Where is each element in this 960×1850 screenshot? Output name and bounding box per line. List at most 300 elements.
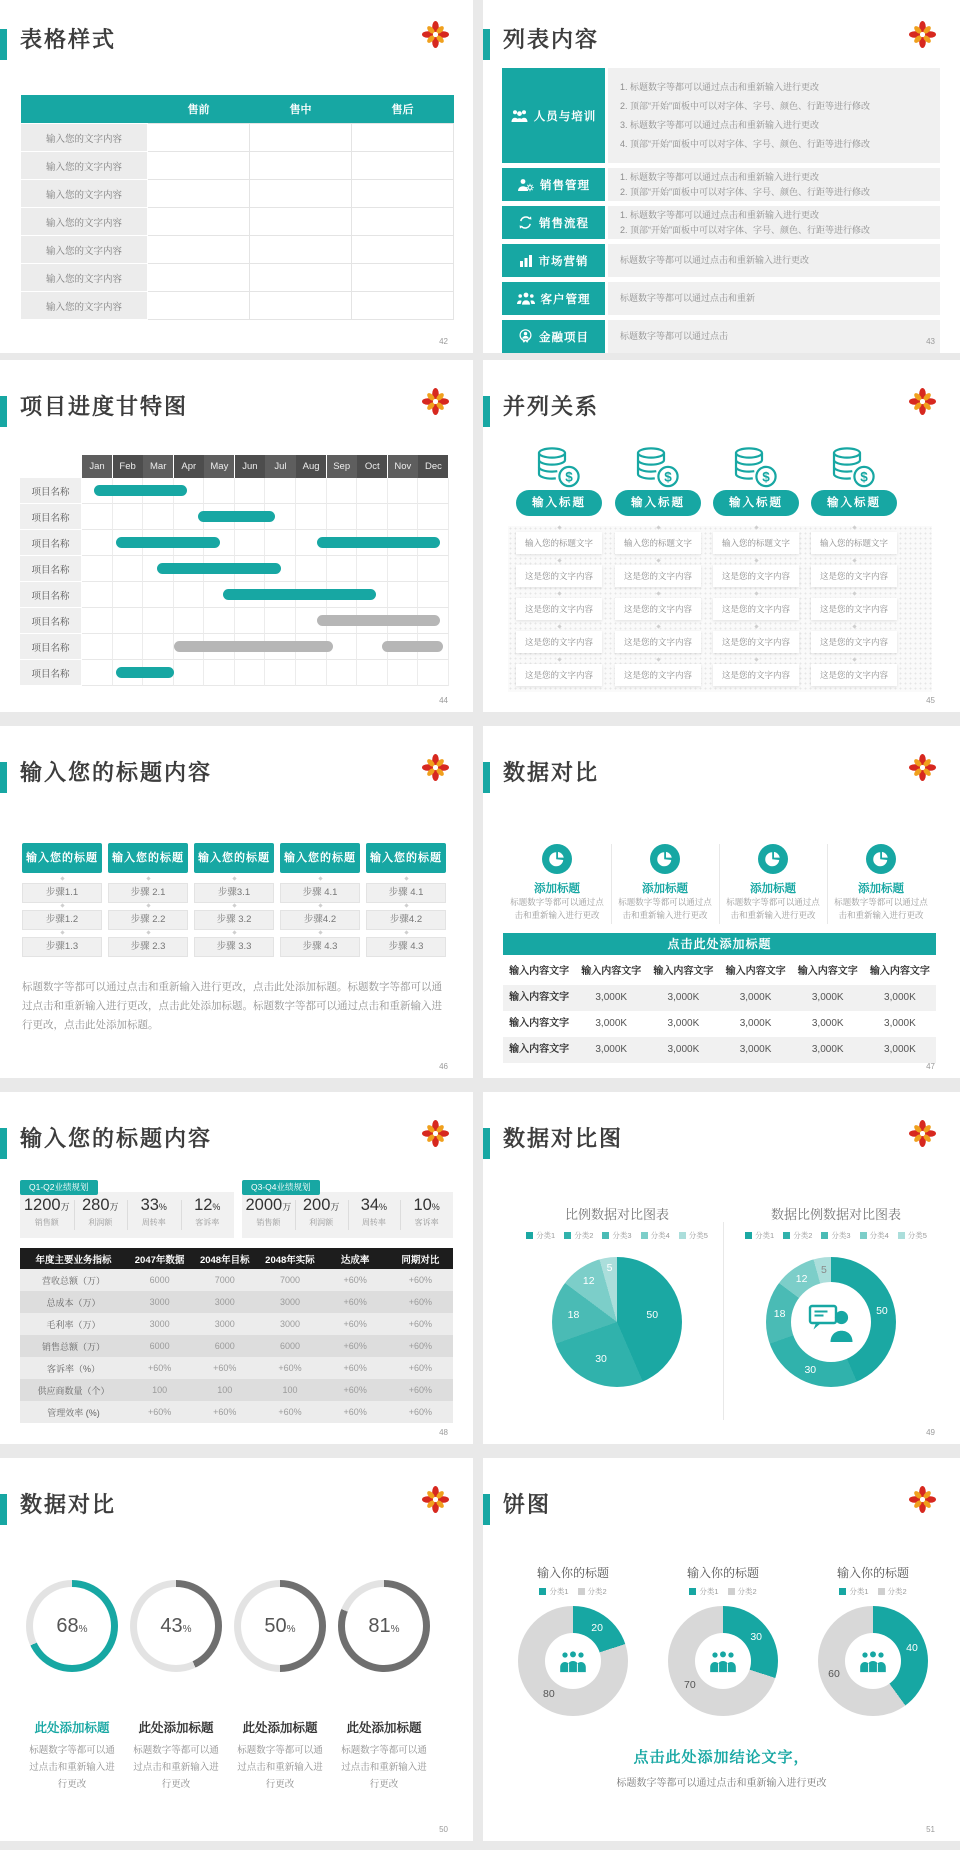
legend-label: 分类2 [793,1231,813,1240]
donut-item-title: 此处添加标题 [138,1721,214,1735]
row-label-cell: 输入您的文字内容 [21,152,148,180]
legend-item [839,1586,868,1597]
gantt-grid-cell [82,582,113,608]
pie-chart [552,1257,682,1387]
progress-ring [130,1580,222,1672]
feature-icon-circle [542,844,572,874]
chart-legend [503,1586,643,1597]
legend-item [539,1586,568,1597]
feature-title: 添加标题 [858,883,904,895]
pie-chart-icon [765,851,781,867]
svg-text:$: $ [565,469,573,485]
step-box: 步骤3.1 [194,883,274,903]
kpi-table-header: 同期对比 [388,1248,453,1269]
stat-divider [295,1200,296,1230]
legend-item [860,1230,889,1241]
compare-table-cell: 3,000K [667,992,700,1003]
page-number: 48 [439,1428,448,1437]
column-divider [827,844,828,924]
connector-dot [232,903,236,907]
compare-table-header: 输入内容文字 [869,966,930,977]
legend-item [526,1230,555,1241]
legend-label: 分类1 [755,1231,775,1240]
kpi-stat-value [181,1196,235,1215]
conclusion-text: 点击此处添加结论文字， [633,1749,810,1766]
kpi-table-cell: 3000 [257,1291,322,1313]
list-item-label [502,168,605,201]
ring-percent [26,1580,118,1672]
pie-chart-icon [873,851,889,867]
svg-text:$: $ [664,469,672,485]
legend-swatch [821,1232,828,1239]
compare-table-cell: 3,000K [739,1044,772,1055]
people-group-icon [859,1650,888,1672]
legend-swatch [878,1588,885,1595]
mini-chart-title: 输入你的标题 [686,1566,759,1580]
stat-unit: % [212,1202,221,1212]
mini-donut-hole [695,1633,751,1689]
list-item-line: 1. 标题数字等都可以通过点击和重新输入进行更改 [620,81,820,92]
donut-item-desc: 标题数字等都可以通过点击和重新输入进行更改 [133,1745,219,1790]
kpi-table-cell: 6000 [127,1335,192,1357]
title-accent-bar [0,1128,7,1159]
conclusion-note: 标题数字等都可以通过点击和重新输入进行更改 [616,1778,827,1789]
stat-label: 客诉率 [195,1218,220,1227]
gantt-grid-cell [265,530,296,556]
table-header-cell: 售中 [250,95,352,124]
slice-value-label: 30 [595,1352,607,1365]
list-item-line: 1. 标题数字等都可以通过点击和重新输入进行更改 [620,209,820,220]
gantt-grid-cell [143,608,174,634]
gantt-grid-cell [174,582,205,608]
kpi-table-cell: +60% [127,1401,192,1423]
page-number: 43 [926,337,935,346]
slice-value-label: 40 [906,1642,918,1655]
compare-table-cell: 3,000K [811,1018,844,1029]
step-column-header: 输入您的标题 [366,843,446,873]
coins-icon [830,446,878,488]
compare-table-cell: 3,000K [884,992,916,1003]
slide-title: 列表内容 [503,27,600,52]
list-item-title: 人员与培训 [533,110,597,123]
stat-value: 1200 [23,1196,61,1214]
kpi-table-cell: +60% [388,1291,453,1313]
table-header-cell: 售前 [148,95,250,124]
list-item-label [502,244,605,277]
title-accent-bar [0,1494,7,1525]
stat-label: 销售额 [34,1218,59,1227]
kpi-table-cell: 3000 [127,1313,192,1335]
marketing-icon [519,254,533,267]
gantt-row-label: 项目名称 [20,582,81,608]
empty-cell [352,264,454,292]
gantt-row-label: 项目名称 [20,634,81,660]
list-item-text-panel [608,206,940,239]
compare-table-header: 输入内容文字 [725,966,786,977]
slice-value-label: 5 [820,1264,827,1277]
empty-cell [352,208,454,236]
legend-label: 分类2 [587,1587,607,1596]
title-accent-bar [0,29,7,60]
list-item-title: 客户管理 [540,293,591,306]
gantt-grid-cell [388,504,419,530]
page-number: 47 [926,1062,935,1071]
flower-logo-icon [422,1485,449,1514]
mini-donut-hole [845,1633,901,1689]
mini-chart-title: 输入你的标题 [536,1566,609,1580]
column-title-button: 输入标题 [713,490,799,516]
stat-label: 销售额 [256,1218,281,1227]
kpi-tag: Q3-Q4业绩规划 [242,1180,320,1195]
connector-dot [318,930,322,934]
step-box: 步骤1.1 [22,883,102,903]
gantt-grid-cell [388,582,419,608]
kpi-table-cell: +60% [388,1401,453,1423]
legend-label: 分类2 [574,1231,594,1240]
text-box: 这是您的文字内容 [516,565,602,587]
slide-title: 并列关系 [503,394,600,419]
list-item-label [502,206,605,239]
percent-unit: % [286,1623,296,1635]
gantt-month-cell: May [204,455,234,478]
legend-swatch [526,1232,533,1239]
gantt-grid-cell [296,660,327,686]
step-box: 步骤4.2 [280,910,360,930]
empty-cell [250,208,352,236]
kpi-table-cell: +60% [323,1335,388,1357]
stat-value: 34 [360,1196,380,1214]
empty-cell [250,292,352,320]
gantt-grid-cell [82,504,113,530]
title-accent-bar [483,29,490,60]
progress-ring [234,1580,326,1672]
empty-cell [148,292,250,320]
kpi-table-cell: 总成本（万） [20,1291,127,1313]
people-training-icon [511,109,528,123]
flower-logo-icon [422,387,449,416]
kpi-table-cell: +60% [323,1379,388,1401]
gantt-month-cell: Oct [357,455,387,478]
gantt-grid-cell [82,608,113,634]
row-label-cell: 输入您的文字内容 [21,236,148,264]
compare-table-cell: 输入内容文字 [509,992,570,1003]
legend-swatch [602,1232,609,1239]
gantt-grid-cell [296,504,327,530]
kpi-table-cell: 7000 [192,1269,257,1291]
stat-unit: % [379,1202,388,1212]
list-item-line: 标题数字等都可以通过点击 [620,331,729,341]
svg-text:$: $ [762,469,770,485]
table-header-cell: 售后 [352,95,454,124]
empty-cell [148,180,250,208]
compare-table-cell: 3,000K [595,1018,628,1029]
gantt-bar [94,485,187,496]
flower-logo-icon [909,1119,936,1148]
gantt-grid-cell [113,556,144,582]
gantt-grid-cell [204,478,235,504]
kpi-stat-value [127,1196,181,1215]
compare-table-cell: 3,000K [667,1044,700,1055]
legend-swatch [679,1232,686,1239]
kpi-stat [181,1196,235,1228]
gantt-row-label: 项目名称 [20,660,81,686]
gantt-month-cell: Sep [327,455,357,478]
compare-table-cell: 3,000K [811,992,844,1003]
gantt-grid-cell [388,478,419,504]
gantt-grid-cell [82,634,113,660]
gantt-grid-cell [82,530,113,556]
list-item-line: 2. 顶部“开始”面板中可以对字体、字号、颜色、行距等进行修改 [620,186,871,197]
kpi-table-cell: 营收总额（万） [20,1269,127,1291]
gantt-grid-cell [235,478,266,504]
compare-table-cell: 3,000K [667,1018,700,1029]
connector-dot [232,930,236,934]
text-box: 这是您的文字内容 [811,598,897,620]
legend-label: 分类3 [831,1231,851,1240]
kpi-table-cell: +60% [192,1401,257,1423]
gantt-grid-cell [357,504,388,530]
gantt-grid-cell [418,660,449,686]
stat-unit: 万 [282,1202,292,1212]
gantt-bar [174,641,333,652]
list-item-line: 2. 顶部“开始”面板中可以对字体、字号、颜色、行距等进行修改 [620,100,871,111]
stat-divider [400,1200,401,1230]
chart-legend [803,1586,943,1597]
step-box: 步骤 2.1 [108,883,188,903]
gantt-row-label: 项目名称 [20,530,81,556]
slice-value-label: 18 [567,1309,580,1322]
gantt-grid-cell [388,556,419,582]
stat-label: 利润额 [309,1218,334,1227]
connector-dot [404,930,408,934]
slide-title: 数据对比图 [503,1126,624,1151]
text-box: 这是您的文字内容 [516,598,602,620]
column-title-button: 输入标题 [516,490,602,516]
title-accent-bar [0,396,7,427]
slide-title: 输入您的标题内容 [20,1126,213,1151]
title-accent-bar [483,1494,490,1525]
legend-swatch [898,1232,905,1239]
slice-value-label: 12 [582,1274,595,1287]
gantt-grid-cell [265,660,296,686]
list-item-title: 市场营销 [538,255,589,268]
chart-divider [723,1222,724,1420]
stat-value: 33 [140,1196,159,1214]
feature-title: 添加标题 [534,883,580,895]
ring-percent [130,1580,222,1672]
slide-donuts [0,1458,473,1841]
gantt-grid-cell [113,504,144,530]
step-box: 步骤1.2 [22,910,102,930]
legend-label: 分类2 [887,1587,907,1596]
mini-chart-title: 输入你的标题 [836,1566,909,1580]
gantt-month-cell: Dec [418,455,448,478]
kpi-table-cell: +60% [388,1269,453,1291]
kpi-stat [400,1196,453,1228]
stat-label: 周转率 [361,1218,386,1227]
legend-item [745,1230,774,1241]
slice-value-label: 30 [750,1630,762,1643]
chart-title: 数据比例数据对比图表 [770,1207,901,1222]
compare-table-header: 输入内容文字 [653,966,714,977]
legend-swatch [860,1232,867,1239]
donut-item-desc: 标题数字等都可以通过点击和重新输入进行更改 [237,1745,323,1790]
legend-item [679,1230,708,1241]
kpi-table-cell: +60% [323,1401,388,1423]
step-box: 步骤 4.3 [280,937,360,957]
kpi-stat [242,1196,295,1228]
kpi-table-cell: 100 [127,1379,192,1401]
legend-label: 分类4 [869,1231,889,1240]
legend-label: 分类1 [536,1231,556,1240]
ring-percent [234,1580,326,1672]
column-icon-wrap [516,446,602,488]
page-number: 45 [926,696,935,705]
pie-chart-icon [657,851,673,867]
column-icon-wrap [811,446,897,488]
gantt-grid-cell [204,660,235,686]
step-box: 步骤 4.3 [366,937,446,957]
step-box: 步骤 3.2 [194,910,274,930]
kpi-table-cell: +60% [323,1291,388,1313]
step-box: 步骤 4.1 [366,883,446,903]
text-box: 这是您的文字内容 [713,565,799,587]
feature-icon-circle [866,844,896,874]
gantt-month-cell: Apr [174,455,204,478]
gantt-bar [198,511,274,522]
legend-label: 分类1 [699,1587,719,1596]
slide-data-compare [483,726,960,1078]
chart-title: 比例数据对比图表 [564,1207,669,1222]
gantt-grid-cell [357,660,388,686]
slice-value-label: 50 [876,1305,888,1318]
gantt-row-label: 项目名称 [20,608,81,634]
stat-value: 12 [194,1196,213,1214]
list-item-label [502,68,605,163]
compare-table-cell: 输入内容文字 [509,1044,570,1055]
kpi-stat-value [242,1196,295,1215]
kpi-stat [20,1196,74,1228]
gantt-month-cell: Jun [235,455,265,478]
kpi-table-cell: 客诉率（%） [20,1357,127,1379]
gantt-grid-cell [143,582,174,608]
gantt-grid-cell [357,478,388,504]
connector-dot [318,903,322,907]
page-number: 42 [439,337,448,346]
progress-ring [26,1580,118,1672]
coins-icon [634,446,682,488]
kpi-table-header: 2047年数据 [127,1248,192,1269]
legend-swatch [728,1588,735,1595]
slice-value-label: 5 [606,1261,613,1274]
column-title-button: 输入标题 [615,490,701,516]
gantt-grid-cell [143,504,174,530]
ring-percent [338,1580,430,1672]
empty-cell [352,152,454,180]
slide-charts [483,1092,960,1444]
page-number: 50 [439,1825,448,1834]
legend-item [878,1586,907,1597]
gantt-grid-cell [418,478,449,504]
row-label-cell: 输入您的文字内容 [21,180,148,208]
stat-value: 2000 [245,1196,283,1214]
kpi-table-cell: +60% [388,1313,453,1335]
percent-value: 81 [368,1614,391,1637]
step-box: 步骤 3.3 [194,937,274,957]
kpi-table-cell: 100 [192,1379,257,1401]
stat-unit: % [431,1202,440,1212]
title-accent-bar [483,396,490,427]
stat-unit: 万 [330,1202,340,1212]
stat-divider [127,1200,128,1230]
feature-title: 添加标题 [750,883,796,895]
list-item-title: 销售管理 [540,179,590,192]
slide-kpi [0,1092,473,1444]
gantt-grid-cell [235,608,266,634]
gantt-bar [116,667,174,678]
person-message-icon [808,1302,854,1342]
gantt-month-cell: Feb [113,455,143,478]
legend-swatch [539,1588,546,1595]
compare-table-cell: 3,000K [884,1044,916,1055]
empty-cell [148,152,250,180]
slide-title: 数据对比 [503,760,600,785]
compare-table-cell: 3,000K [595,1044,628,1055]
gantt-grid-cell [113,582,144,608]
legend-item [641,1230,670,1241]
column-divider [719,844,720,924]
legend-swatch [564,1232,571,1239]
stat-value: 200 [302,1196,331,1214]
kpi-table-cell: +60% [323,1313,388,1335]
connector-dot [60,876,64,880]
list-item-text-panel [608,244,940,277]
donut-hole [791,1282,871,1362]
legend-swatch [578,1588,585,1595]
feature-desc: 标题数字等都可以通过点击和重新输入进行更改 [834,897,928,920]
feature-icon-circle [650,844,680,874]
kpi-stat-value [400,1196,453,1215]
kpi-table-cell: +60% [257,1357,322,1379]
slice-value-label: 18 [773,1308,786,1321]
text-box: 这是您的文字内容 [713,598,799,620]
column-title-button: 输入标题 [811,490,897,516]
page-number: 46 [439,1062,448,1071]
gantt-grid-cell [265,608,296,634]
gantt-grid-cell [265,478,296,504]
donut-item-title: 此处添加标题 [34,1721,110,1735]
slice-value-label: 60 [828,1667,840,1680]
percent-value: 43 [160,1614,183,1637]
empty-cell [352,292,454,320]
gantt-grid-cell [327,556,358,582]
column-icon-wrap [615,446,701,488]
stat-value: 280 [81,1196,110,1214]
empty-cell [250,180,352,208]
stat-value: 10 [413,1196,432,1214]
kpi-stat-value [348,1196,401,1215]
legend-item [564,1230,593,1241]
list-item-line: 4. 顶部“开始”面板中可以对字体、字号、颜色、行距等进行修改 [620,138,871,149]
legend-label: 分类2 [737,1587,757,1596]
list-item-text-panel [608,168,940,201]
gantt-bar [317,615,439,626]
list-item-label [502,282,605,315]
kpi-table-cell: 100 [257,1379,322,1401]
empty-cell [352,124,454,152]
kpi-table-cell: +60% [192,1357,257,1379]
gantt-bar [382,641,443,652]
